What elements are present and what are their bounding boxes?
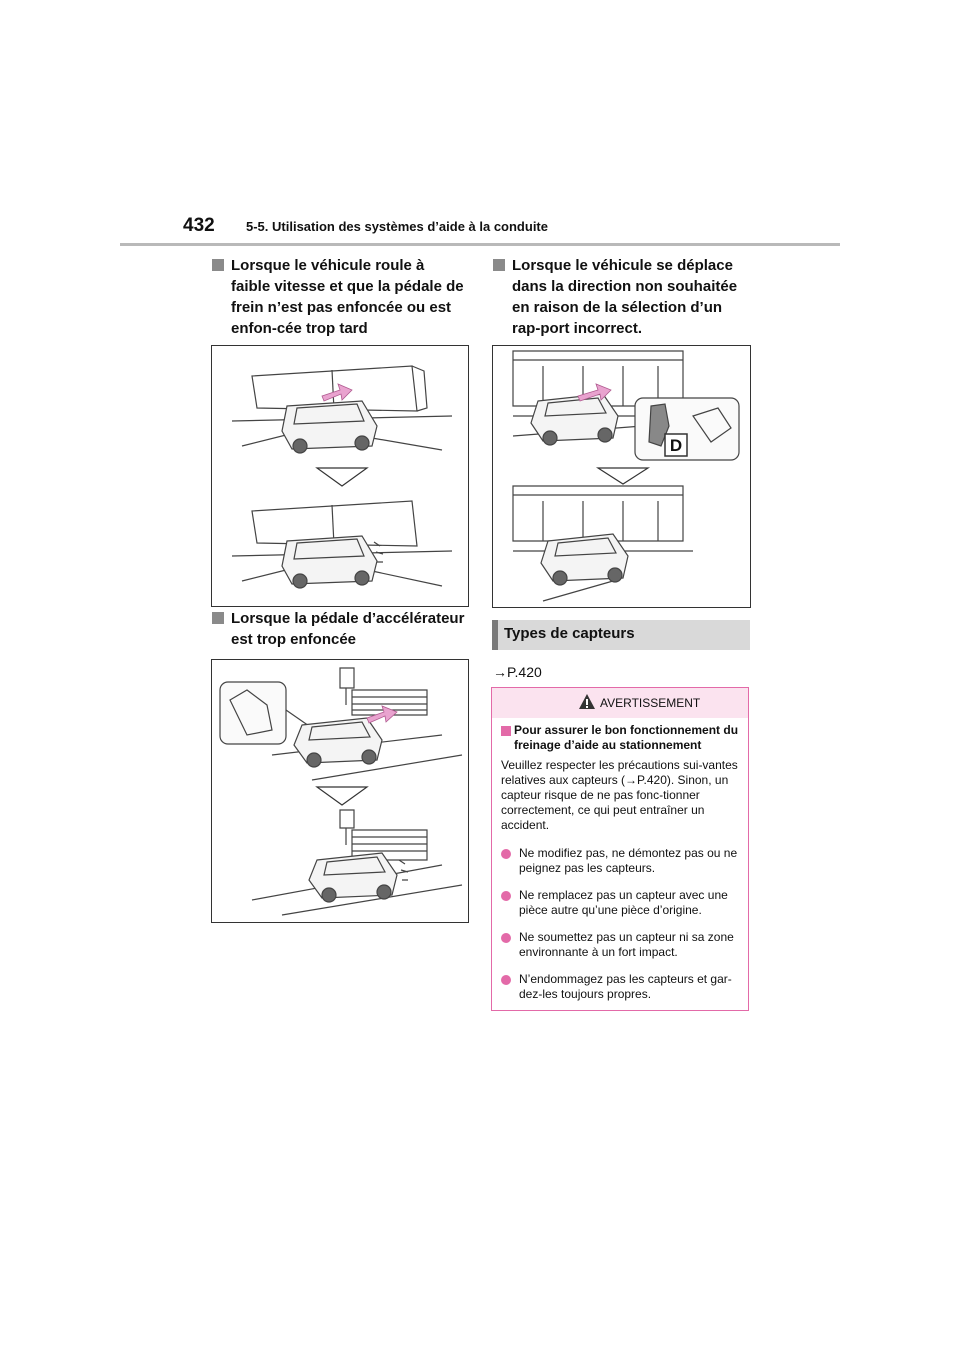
warning-header [492, 688, 748, 718]
heading-low-speed [212, 255, 467, 339]
bullet-dot-icon [501, 933, 511, 943]
heading-square-icon [212, 612, 224, 624]
warning-title: AVERTISSEMENT [600, 696, 701, 710]
illustration-wall-parking [211, 345, 469, 607]
heading-square-icon [493, 259, 505, 271]
section-title: 5-5. Utilisation des systèmes d’aide à la conduite [246, 219, 548, 234]
page-reference: →P.420 [493, 664, 542, 680]
wrong-gear-drawing [493, 346, 750, 607]
page-number: 432 [183, 215, 215, 236]
warning-bullet [501, 930, 741, 960]
heading-text: Lorsque le véhicule se déplace dans la direction non souhaitée en raison de la sélection d’un rap-port incorrect. [512, 257, 738, 337]
warning-bullet [501, 846, 741, 876]
heading-square-icon [212, 259, 224, 271]
section-accent [492, 620, 498, 650]
heading-text: Lorsque le véhicule roule à faible vitesse et que la pédale de frein n’est pas enfoncée ou est enfon-cée trop tard [231, 257, 464, 337]
illustration-wrong-gear [492, 345, 751, 608]
bullet-text: Ne modifiez pas, ne démontez pas ou ne peignez pas les capteurs. [519, 846, 738, 875]
sensor-types-bar [492, 620, 750, 650]
illustration-accelerator-parking [211, 659, 469, 923]
warning-triangle-icon [578, 693, 596, 711]
warning-bullet [501, 972, 741, 1002]
header-rule [120, 243, 840, 246]
gear-d-label: D [669, 436, 683, 455]
warning-square-icon [501, 726, 511, 736]
heading-wrong-gear [493, 255, 750, 339]
heading-text: Lorsque la pédale d’accélérateur est trop enfoncée [231, 610, 465, 648]
sensor-types-title: Types de capteurs [504, 625, 635, 642]
warning-box [491, 687, 749, 1011]
bullet-dot-icon [501, 891, 511, 901]
bullet-text: N’endommagez pas les capteurs et gar-dez-les toujours propres. [519, 972, 732, 1001]
bullet-dot-icon [501, 849, 511, 859]
warning-bullet [501, 888, 741, 918]
warning-subtitle [501, 723, 741, 753]
bullet-text: Ne soumettez pas un capteur ni sa zone environnante à un fort impact. [519, 930, 734, 959]
bullet-dot-icon [501, 975, 511, 985]
wall-parking-drawing [212, 346, 468, 606]
heading-accelerator [212, 608, 467, 650]
warning-subtitle-text: Pour assurer le bon fonctionnement du freinage d’aide au stationnement [514, 723, 739, 752]
warning-paragraph: Veuillez respecter les précautions sui-vantes relatives aux capteurs (→P.420). Sinon, un capteur risque de ne pas fonc-tionner correctement, ce qui peut entraîner un accident. [501, 758, 738, 832]
accelerator-drawing [212, 660, 468, 922]
bullet-text: Ne remplacez pas un capteur avec une pièce autre qu’une pièce d’origine. [519, 888, 728, 917]
